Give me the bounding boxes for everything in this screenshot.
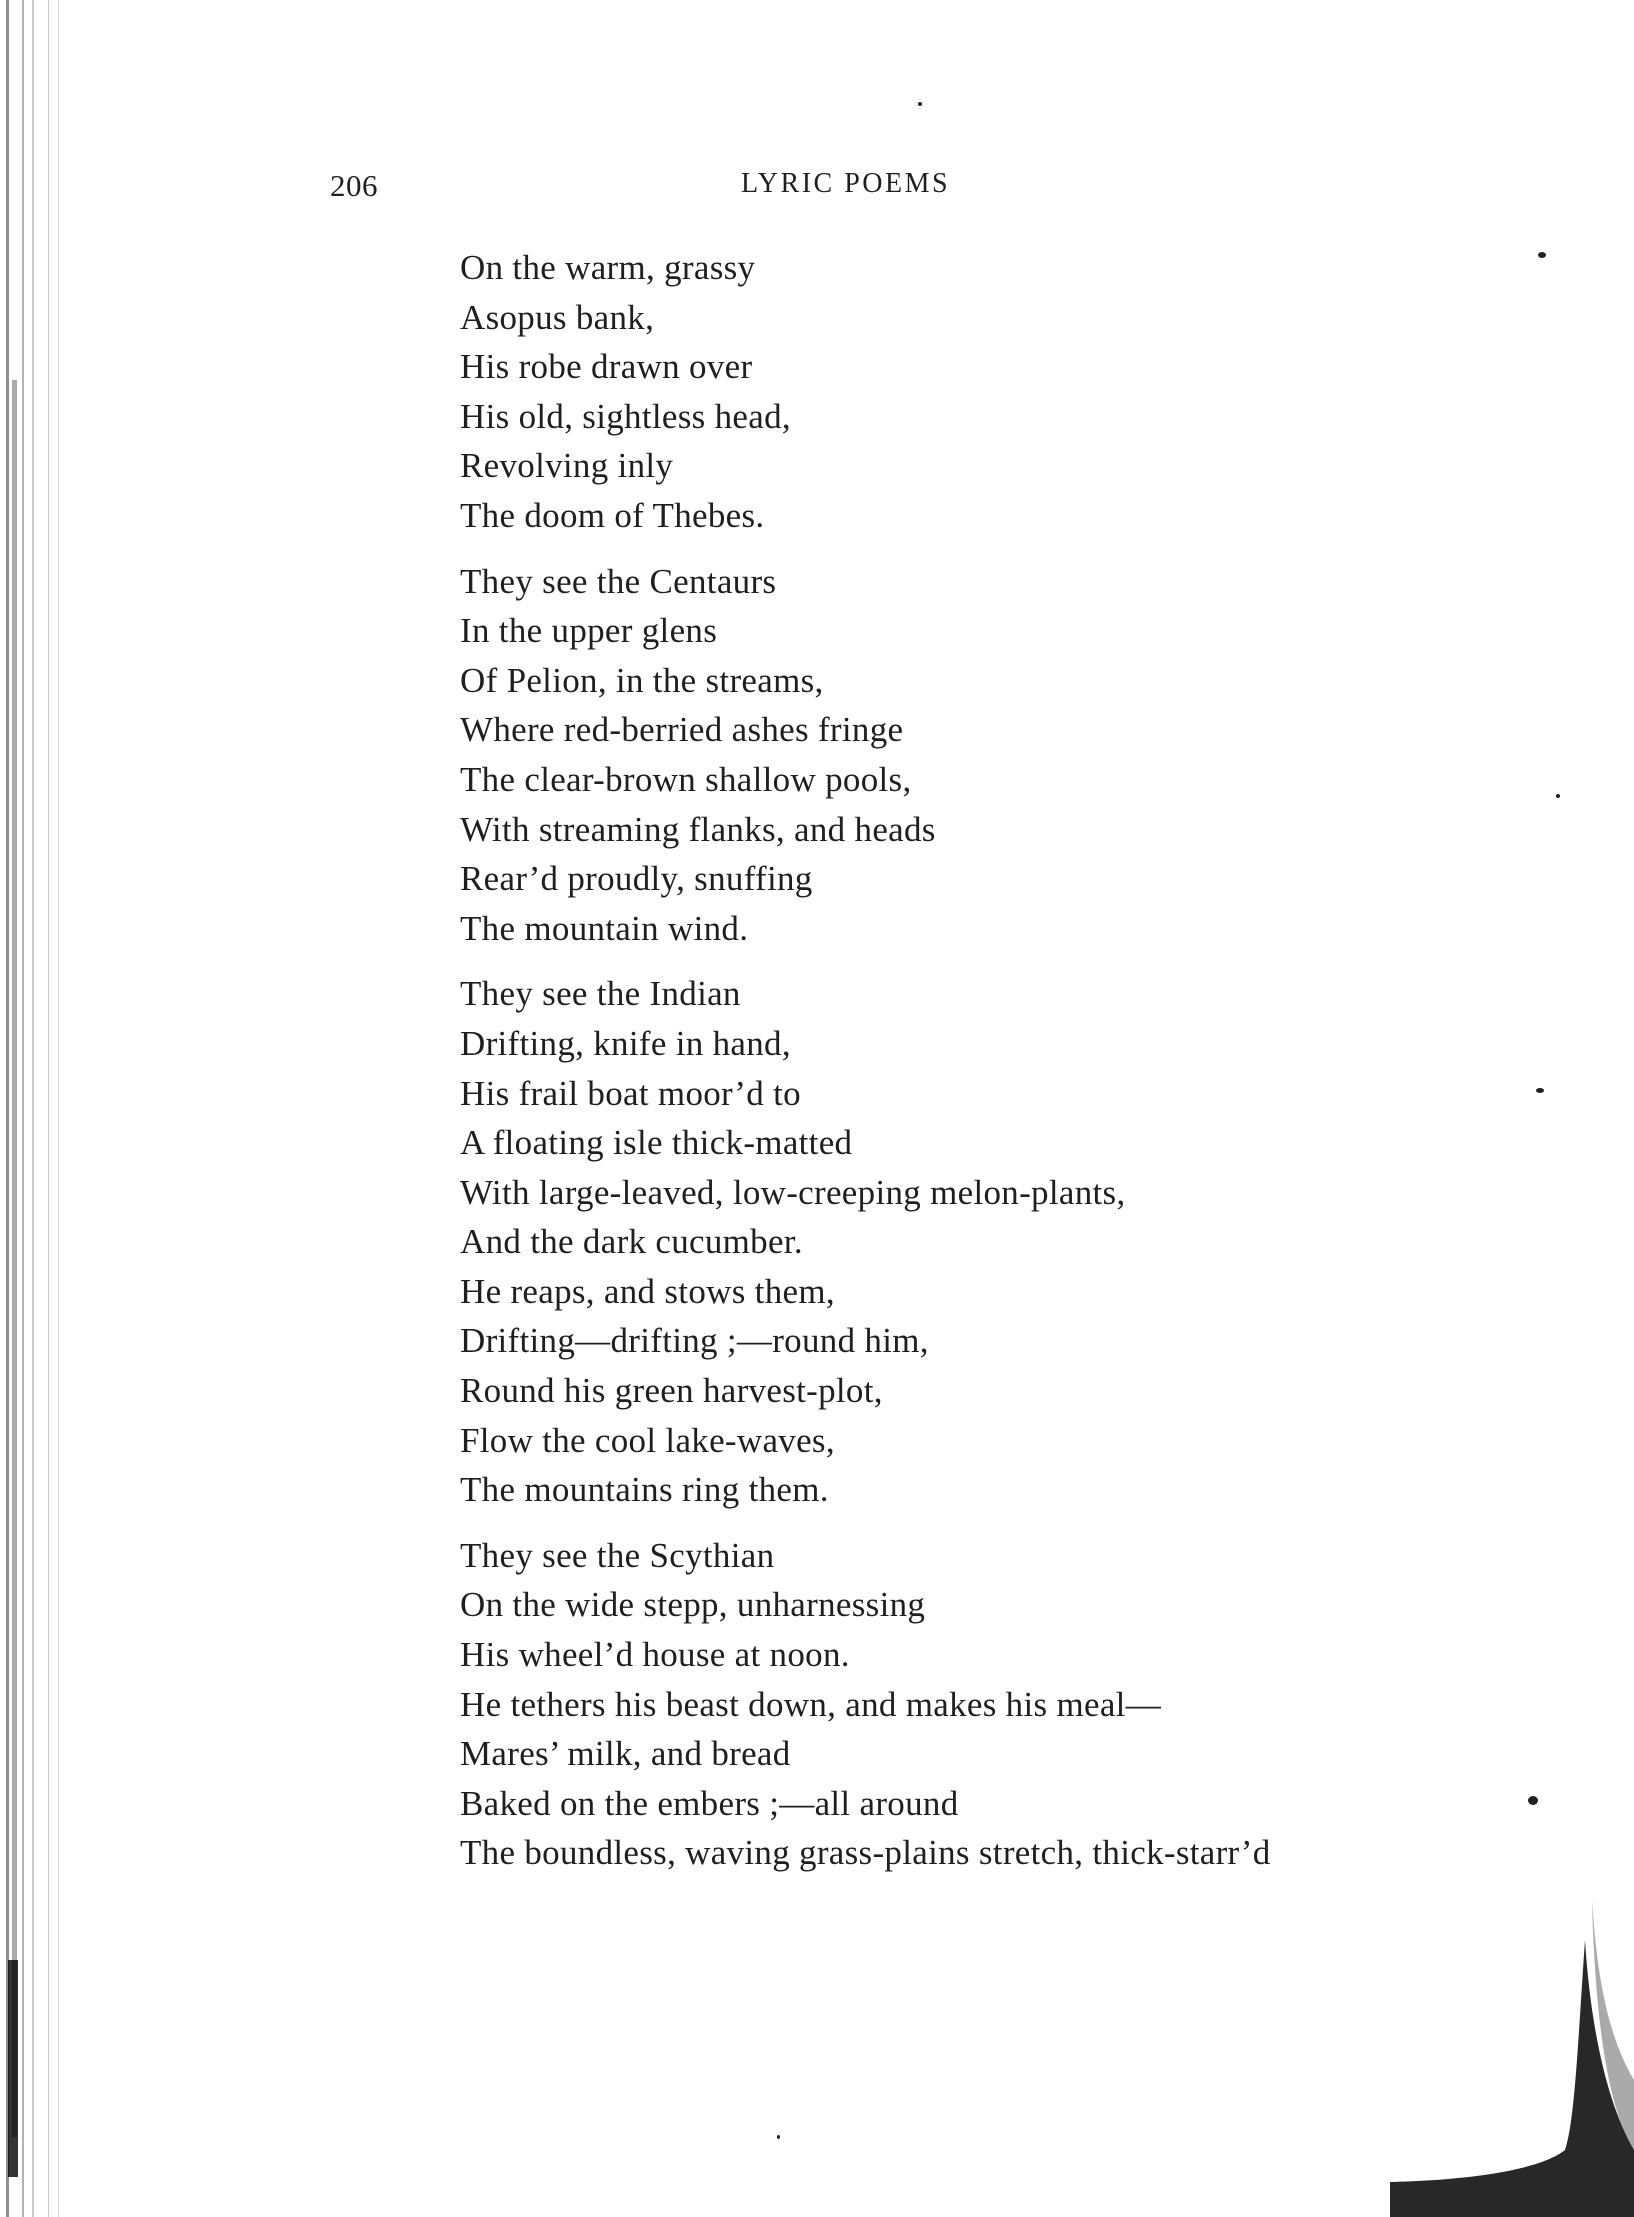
poem-line: Mares’ milk, and bread	[460, 1734, 791, 1774]
poem-line: And the dark cucumber.	[460, 1222, 803, 1262]
poem-line: In the upper glens	[460, 611, 718, 651]
poem-body	[460, 243, 1460, 1894]
poem-line: Round his green harvest-plot,	[460, 1371, 883, 1411]
poem-line: On the warm, grassy	[460, 248, 756, 287]
stanza	[460, 1531, 1460, 1878]
poem-line: Where red-berried ashes fringe	[460, 710, 904, 750]
poem-line: The mountain wind.	[460, 908, 749, 948]
poem-line: The doom of Thebes.	[460, 495, 765, 535]
poem-line: They see the Scythian	[460, 1535, 775, 1575]
poem-line: Rear’d proudly, snuffing	[460, 859, 813, 899]
poem-line: His old, sightless head,	[460, 396, 791, 436]
stanza	[460, 969, 1460, 1515]
poem-line: The boundless, waving grass-plains stretch, thick-starr’d	[460, 1833, 1271, 1873]
poem-line: Drifting, knife in hand,	[460, 1023, 791, 1063]
poem-line: He reaps, and stows them,	[460, 1271, 835, 1311]
poem-line: His frail boat moor’d to	[460, 1073, 801, 1113]
stanza	[460, 243, 1460, 541]
poem-line: Drifting—drifting ;—round him,	[460, 1321, 929, 1361]
poem-line: Baked on the embers ;—all around	[460, 1783, 959, 1823]
poem-line: Asopus bank,	[460, 297, 655, 337]
poem-line: Of Pelion, in the streams,	[460, 660, 824, 700]
poem-line: His wheel’d house at noon.	[460, 1635, 850, 1675]
binding-shadow	[0, 0, 70, 2217]
poem-line: His robe drawn over	[460, 347, 753, 387]
poem-line: On the wide stepp, unharnessing	[460, 1585, 926, 1625]
poem-line: The mountains ring them.	[460, 1470, 829, 1510]
page-header	[330, 168, 990, 208]
poem-line: A floating isle thick-matted	[460, 1123, 853, 1163]
poem-line: Flow the cool lake-waves,	[460, 1420, 835, 1460]
poem-line: They see the Indian	[460, 974, 741, 1014]
running-title: LYRIC POEMS	[741, 168, 951, 199]
poem-line: The clear-brown shallow pools,	[460, 759, 912, 799]
stanza	[460, 557, 1460, 954]
poem-line: With large-leaved, low-creeping melon-plants,	[460, 1172, 1126, 1212]
poem-line: They see the Centaurs	[460, 561, 777, 601]
page-edge-shadow	[1390, 1900, 1634, 2217]
poem-line: With streaming flanks, and heads	[460, 809, 936, 849]
poem-line: He tethers his beast down, and makes his meal—	[460, 1684, 1161, 1724]
page-number: 206	[330, 168, 378, 203]
poem-line: Revolving inly	[460, 446, 674, 486]
